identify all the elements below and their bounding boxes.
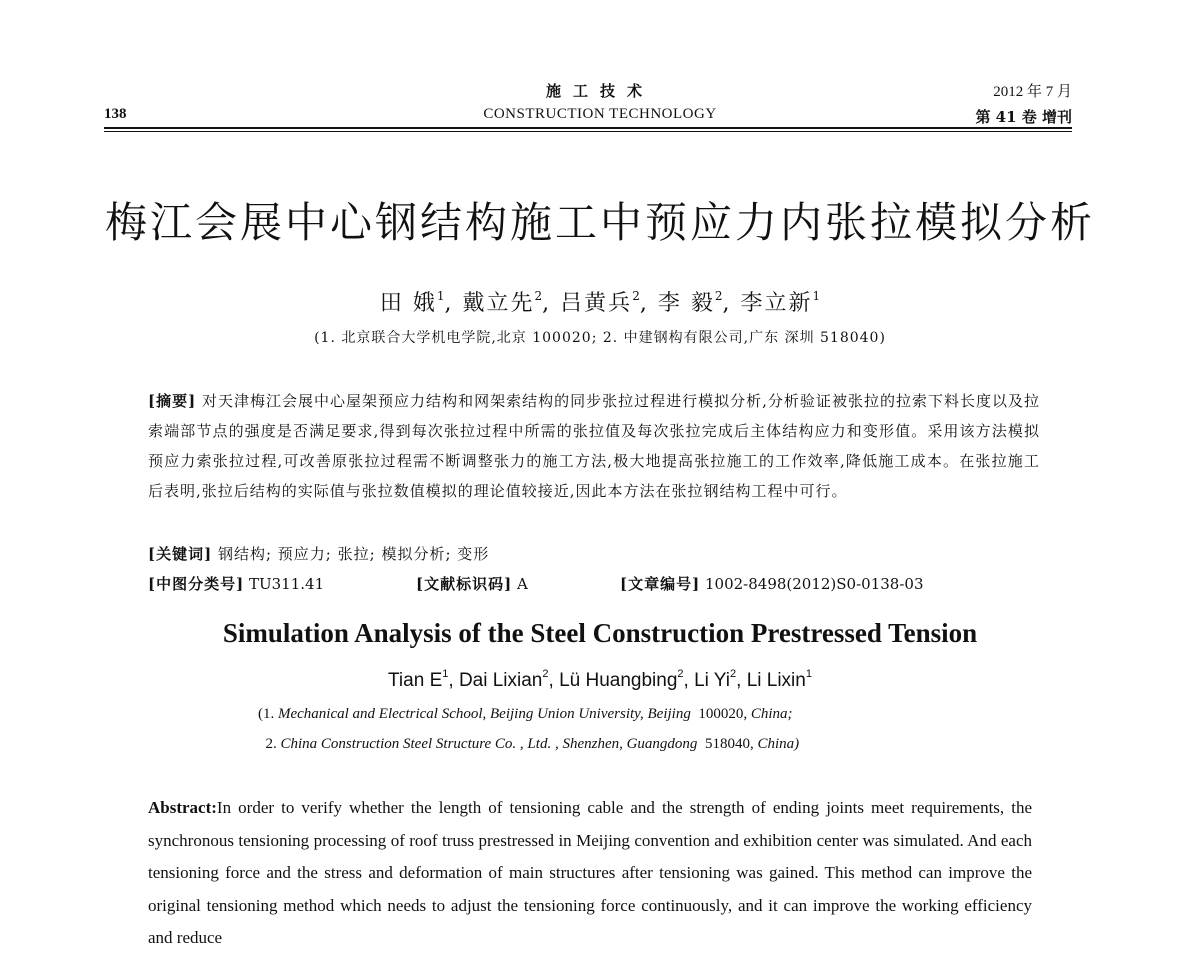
author-name: 吕黄兵 [560, 291, 633, 316]
author-name-en: Li Yi [694, 670, 730, 691]
affil-number: (1. [258, 706, 275, 722]
clc-number [148, 573, 324, 594]
author-affil-mark: 2 [534, 289, 543, 303]
author-name-en: Tian E [388, 670, 443, 691]
journal-title-en: CONSTRUCTION TECHNOLOGY [483, 106, 717, 122]
abstract-cn-text: 对天津梅江会展中心屋架预应力结构和网架索结构的同步张拉过程进行模拟分析,分析验证被张拉的拉索下料长度以及拉索端部节点的强度是否满足要求,得到每次张拉过程中所需的张拉值及每次张拉完成后主体结构应力和变形值。采用该方法模拟预应力索张拉过程,可改善原张拉过程需不断调整张力的施工方法,极大地提高张拉施工的工作效率,降低施工成本。在张拉施工后表明,张拉后结构的实际值与张拉数值模拟的理论值较接近,因此本方法在张拉钢结构工程中可行。 [148, 392, 1040, 500]
author-list-en: Tian $E^1$, Dai Lixian$^2$, Lü Huangbing$^2$, Li Yi$^2$, Li Lixin$^1$ [388, 668, 812, 691]
article-number [620, 573, 924, 594]
author-affil-mark: 2 [542, 668, 549, 680]
issue-date: 2012 年 7 月 [993, 84, 1072, 100]
clc-value: TU311.41 [248, 575, 325, 593]
keywords-cn [148, 543, 489, 564]
author-affil-mark: 1 [442, 668, 449, 680]
author-name-en: Dai Lixian [458, 670, 543, 691]
article-number-value: 1002-8498(2012)S0-0138-03 [704, 575, 924, 593]
affil-postcode: 518040, [704, 736, 754, 752]
paper-title-cn: 梅江会展中心钢结构施工中预应力内张拉模拟分析 [104, 198, 1095, 247]
author-name: 戴立先 [462, 291, 535, 316]
volume-info: 第 41 卷 增刊 [975, 108, 1072, 126]
abstract-cn-label: [摘要] [148, 392, 197, 410]
affiliation-en-2 [258, 736, 799, 753]
doc-code [416, 573, 528, 594]
abstract-cn [148, 386, 1040, 506]
author-list-cn: 田 娥$^1$, 戴立先$^2$, 吕黄兵$^2$, 李 毅$^2$, 李立新$^1$ [379, 289, 821, 316]
affil-postcode: 100020, [698, 706, 748, 722]
author-affil-mark: 2 [677, 668, 684, 680]
header-rule-thick [104, 127, 1072, 129]
keywords-text: 钢结构; 预应力; 张拉; 模拟分析; 变形 [217, 545, 490, 563]
author-affil-mark: 1 [812, 289, 821, 303]
affil-number: 2. [265, 736, 277, 752]
affil-institution: Mechanical and Electrical School, Beijing Union University, Beijing [278, 706, 691, 722]
abstract-en [148, 792, 1032, 955]
paper-title-en: Simulation Analysis of the Steel Construction Prestressed Tension [222, 618, 978, 648]
author-affil-mark: 2 [730, 668, 737, 680]
author-name: 李 毅 [657, 291, 715, 316]
author-name: 李立新 [740, 291, 813, 316]
keywords-label: [关键词] [148, 545, 213, 563]
affil-country: China) [757, 736, 800, 752]
affiliation-en-1 [258, 706, 793, 723]
author-affil-mark: 1 [436, 289, 445, 303]
affil-country: China; [750, 706, 793, 722]
author-name-en: Lü Huangbing [559, 670, 678, 691]
article-number-label: [文章编号] [620, 575, 701, 593]
doc-code-value: A [516, 575, 528, 593]
author-affil-mark: 2 [632, 289, 640, 303]
abstract-en-text: In order to verify whether the length of tensioning cable and the strength of ending joints meet requirements, the synchronous tensioning processing of roof truss prestressed in Meijing convention and exhibition center was simulated. And each tensioning force and the stress and deformation of main structures after tensioning was gained. This method can improve the original tensioning method which needs to adjust the tensioning force continuously, and it can improve the working efficiency and reduce [148, 798, 1032, 947]
doc-code-label: [文献标识码] [416, 575, 513, 593]
page-number: 138 [104, 106, 127, 122]
author-affil-mark: 2 [714, 289, 723, 303]
affiliation-cn: (1. 北京联合大学机电学院,北京 100020; 2. 中建钢构有限公司,广东 深圳 518040) [314, 330, 886, 346]
affil-institution: China Construction Steel Structure Co. , Ltd. , Shenzhen, Guangdong [280, 736, 698, 752]
header-rule-thin [104, 131, 1072, 132]
author-name-en: Li Lixin [746, 670, 806, 691]
author-affil-mark: 1 [805, 668, 812, 680]
abstract-en-label: Abstract: [148, 798, 217, 817]
clc-label: [中图分类号] [148, 575, 245, 593]
journal-title-cn: 施工技术 [545, 82, 654, 100]
author-name: 田 娥 [379, 291, 437, 316]
